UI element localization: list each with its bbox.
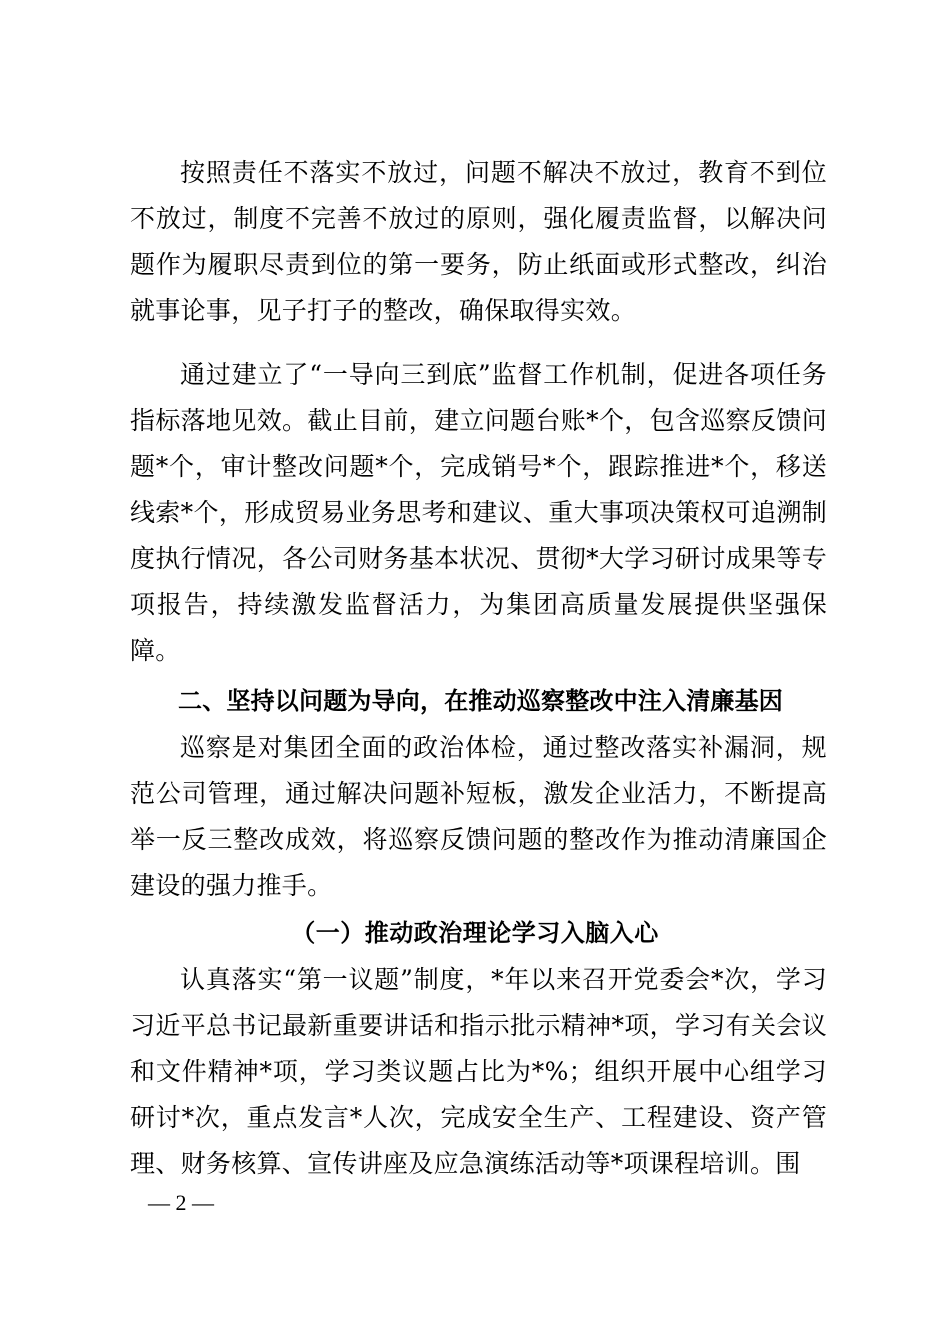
- body-paragraph-1: 按照责任不落实不放过，问题不解决不放过，教育不到位不放过，制度不完善不放过的原则，强化履责监督，以解决问题作为履职尽责到位的第一要务，防止纸面或形式整改，纠治就事论事，见子打子的整改，确保取得实效。: [130, 158, 827, 325]
- section-paragraph: 巡察是对集团全面的政治体检，通过整改落实补漏洞，规范公司管理，通过解决问题补短板，激发企业活力，不断提高举一反三整改成效，将巡察反馈问题的整改作为推动清廉国企建设的强力推手。: [130, 733, 827, 900]
- subsection-heading: （一）推动政治理论学习入脑入心: [291, 918, 659, 947]
- section-heading: 二、坚持以问题为导向，在推动巡察整改中注入清廉基因: [178, 687, 783, 715]
- page-number: — 2 —: [148, 1190, 214, 1215]
- body-paragraph-2: 通过建立了“一导向三到底”监督工作机制，促进各项任务指标落地见效。截止目前，建立问题台账*个，包含巡察反馈问题*个，审计整改问题*个，完成销号*个，跟踪推进*个，移送线索*个，形成贸易业务思考和建议、重大事项决策权可追溯制度执行情况，各公司财务基本状况、贯彻*大学习研讨成果等专项报告，持续激发监督活力，为集团高质量发展提供坚强保障。: [130, 360, 827, 665]
- subsection-paragraph: 认真落实“第一议题”制度，*年以来召开党委会*次，学习习近平总书记最新重要讲话和指示批示精神*项，学习有关会议和文件精神*项，学习类议题占比为*%；组织开展中心组学习研讨*次，重点发言*人次，完成安全生产、工程建设、资产管理、财务核算、宣传讲座及应急演练活动等*项课程培训。围: [130, 965, 827, 1178]
